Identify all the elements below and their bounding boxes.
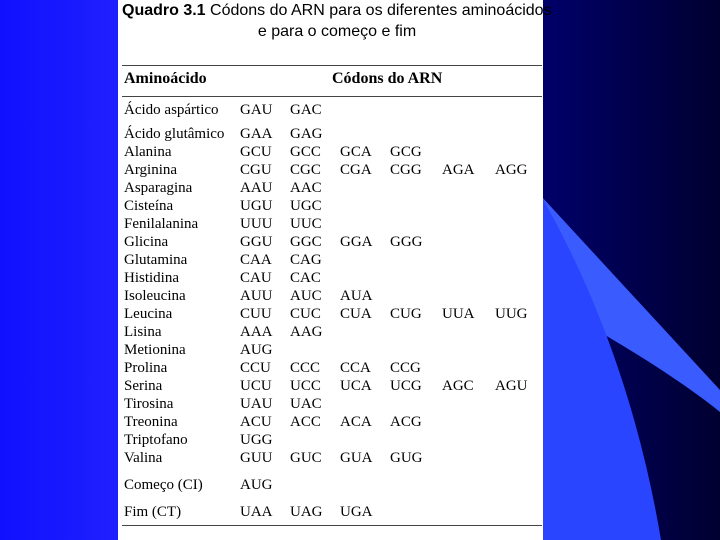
amino-acid-name: Prolina (124, 360, 168, 376)
codon-cell: UCA (340, 378, 372, 394)
codon-cell: GUU (240, 450, 273, 466)
amino-acid-name: Começo (CI) (124, 477, 203, 493)
codon-cell: GUC (290, 450, 322, 466)
table-row (124, 251, 540, 269)
amino-acid-name: Isoleucina (124, 288, 186, 304)
amino-acid-name: Glutamina (124, 252, 188, 268)
codon-cell: UAG (290, 504, 323, 520)
table-row (124, 125, 540, 143)
amino-acid-name: Valina (124, 450, 163, 466)
title-line-2: e para o começo e fim (257, 23, 417, 40)
codon-cell: AUG (240, 477, 273, 493)
amino-acid-name: Serina (124, 378, 163, 394)
codon-cell: AAC (290, 180, 322, 196)
header-amino: Aminoácido (124, 70, 207, 87)
codon-cell: GCC (290, 144, 321, 160)
amino-acid-name: Triptofano (124, 432, 188, 448)
codon-cell: UUG (495, 306, 528, 322)
table-row (124, 179, 540, 197)
codon-cell: UAC (290, 396, 322, 412)
table-row (124, 431, 540, 449)
codon-cell: ACG (390, 414, 422, 430)
codon-cell: AAU (240, 180, 273, 196)
amino-acid-name: Ácido aspártico (124, 102, 219, 118)
codon-cell: CAU (240, 270, 272, 286)
codon-cell: AUC (290, 288, 322, 304)
amino-acid-name: Glicina (124, 234, 169, 250)
table-number: Quadro 3.1 (122, 2, 206, 19)
codon-cell: AGC (442, 378, 474, 394)
codon-cell: CCG (390, 360, 421, 376)
table-bottom-rule (122, 525, 542, 526)
codon-cell: AAA (240, 324, 273, 340)
codon-cell: ACU (240, 414, 272, 430)
codon-cell: UGU (240, 198, 273, 214)
table-row (124, 449, 540, 467)
codon-cell: CUG (390, 306, 422, 322)
codon-cell: UCC (290, 378, 321, 394)
codon-cell: UGG (240, 432, 273, 448)
left-background-band (0, 0, 120, 540)
table-row (124, 341, 540, 359)
codon-cell: UAU (240, 396, 273, 412)
codon-cell: CCC (290, 360, 321, 376)
codon-cell: CGU (240, 162, 272, 178)
table-row (124, 287, 540, 305)
codon-cell: CAA (240, 252, 272, 268)
codon-cell: AUA (340, 288, 373, 304)
codon-cell: AUU (240, 288, 273, 304)
title-line-1: Códons do ARN para os diferentes aminoácidos (210, 2, 552, 19)
codon-cell: GCA (340, 144, 372, 160)
codon-cell: GGG (390, 234, 423, 250)
codon-table-slide (118, 0, 552, 540)
codon-cell: UGC (290, 198, 322, 214)
codon-cell: GUA (340, 450, 373, 466)
codon-cell: CUU (240, 306, 272, 322)
amino-acid-name: Fenilalanina (124, 216, 199, 232)
header-codons: Códons do ARN (332, 70, 443, 87)
codon-cell: GGU (240, 234, 273, 250)
codon-cell: GAC (290, 102, 322, 118)
decorative-wedge (541, 0, 720, 540)
table-row (124, 269, 540, 287)
codon-cell: UCG (390, 378, 422, 394)
codon-cell: GUG (390, 450, 423, 466)
amino-acid-name: Alanina (124, 144, 172, 160)
codon-cell: GAU (240, 102, 273, 118)
codon-cell: UUC (290, 216, 322, 232)
codon-cell: ACA (340, 414, 372, 430)
codon-cell: UUA (442, 306, 475, 322)
codon-cell: AGU (495, 378, 528, 394)
amino-acid-name: Tirosina (124, 396, 174, 412)
codon-cell: CGG (390, 162, 422, 178)
codon-cell: UAA (240, 504, 273, 520)
table-row (124, 377, 540, 395)
amino-acid-name: Treonina (124, 414, 178, 430)
codon-cell: UUU (240, 216, 273, 232)
table-row (124, 395, 540, 413)
codon-cell: ACC (290, 414, 321, 430)
header-bottom-rule (122, 96, 542, 97)
table-row (124, 101, 540, 119)
amino-acid-name: Arginina (124, 162, 178, 178)
amino-acid-name: Ácido glutâmico (124, 126, 225, 142)
table-row (124, 161, 540, 179)
codon-cell: UGA (340, 504, 373, 520)
table-row (124, 359, 540, 377)
codon-cell: CAG (290, 252, 322, 268)
table-row (124, 143, 540, 161)
right-background-band (541, 0, 720, 540)
table-row (124, 197, 540, 215)
amino-acid-name: Metionina (124, 342, 186, 358)
codon-cell: UCU (240, 378, 272, 394)
amino-acid-name: Leucina (124, 306, 173, 322)
amino-acid-name: Fim (CT) (124, 504, 182, 520)
table-row (124, 503, 540, 521)
table-row (124, 215, 540, 233)
codon-cell: AUG (240, 342, 273, 358)
table-row (124, 233, 540, 251)
codon-cell: CCU (240, 360, 271, 376)
codon-cell: GCU (240, 144, 272, 160)
codon-cell: GCG (390, 144, 422, 160)
codon-cell: CUC (290, 306, 321, 322)
amino-acid-name: Lisina (124, 324, 162, 340)
codon-cell: AGG (495, 162, 528, 178)
codon-cell: GAA (240, 126, 273, 142)
codon-cell: GAG (290, 126, 323, 142)
codon-cell: CUA (340, 306, 372, 322)
codon-cell: AGA (442, 162, 475, 178)
table-row (124, 305, 540, 323)
codon-cell: CGA (340, 162, 372, 178)
codon-cell: CGC (290, 162, 321, 178)
amino-acid-name: Histidina (124, 270, 179, 286)
codon-cell: AAG (290, 324, 323, 340)
table-title (122, 0, 552, 42)
amino-acid-name: Asparagina (124, 180, 193, 196)
codon-cell: GGC (290, 234, 322, 250)
table-row (124, 323, 540, 341)
table-row (124, 476, 540, 494)
table-row (124, 413, 540, 431)
codon-cell: GGA (340, 234, 373, 250)
amino-acid-name: Cisteína (124, 198, 174, 214)
codon-cell: CCA (340, 360, 371, 376)
codon-cell: CAC (290, 270, 321, 286)
header-top-rule (122, 65, 542, 66)
